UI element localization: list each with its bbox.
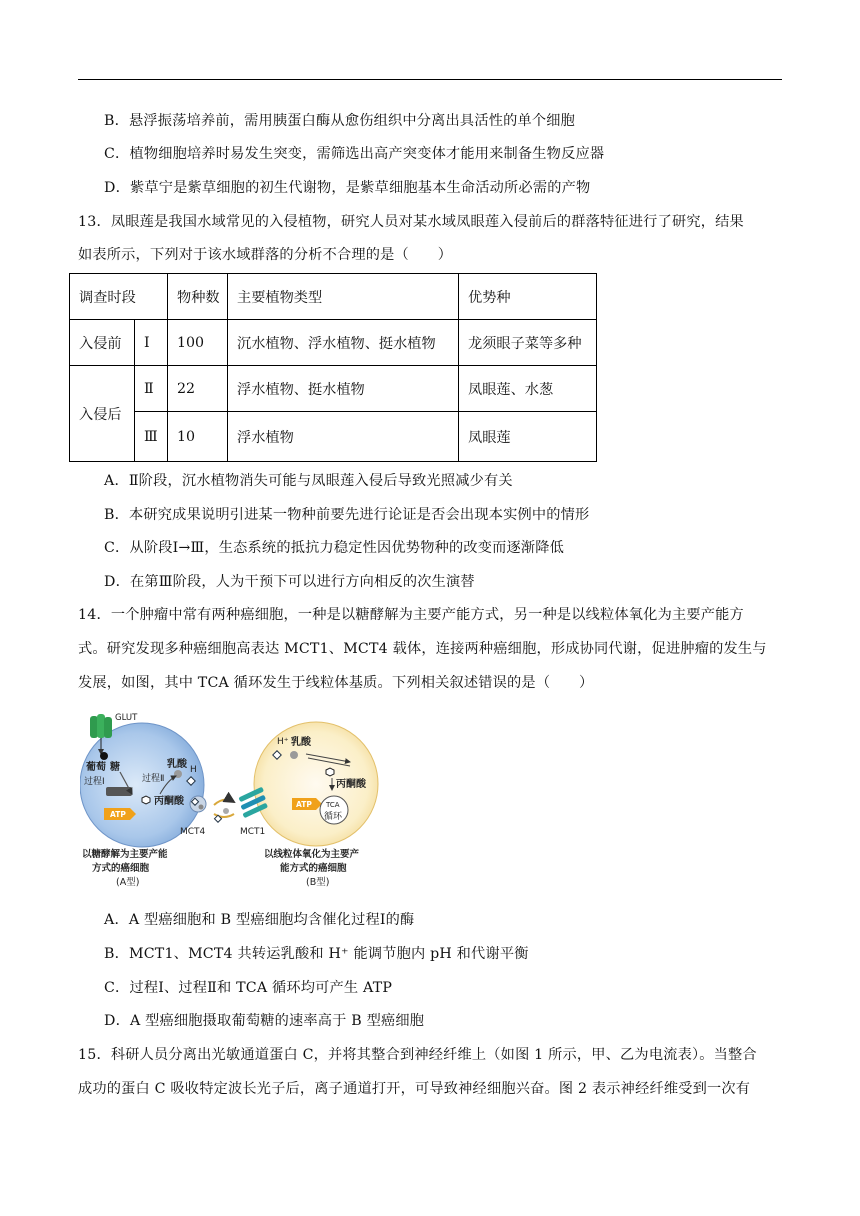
caption-b-line3: (B型) [306, 877, 330, 888]
pyruvate-a-label: 丙酮酸 [154, 796, 184, 807]
q15-stem-line1: 15．科研人员分离出光敏通道蛋白 C，并将其整合到神经纤维上（如图 1 所示，甲、乙为电流表）。当整合 [78, 1047, 757, 1063]
stage-cell: Ⅰ [135, 320, 168, 366]
atp-b-label: ATP [296, 800, 312, 809]
glut-transporter-icon [90, 714, 112, 738]
mct1-label: MCT1 [240, 827, 266, 837]
q14-option-d[interactable]: D．A 型癌细胞摄取葡萄糖的速率高于 B 型癌细胞 [104, 1013, 425, 1029]
caption-b-line1: 以线粒体氧化为主要产 [264, 849, 360, 860]
mct4-transporter-icon [190, 796, 206, 812]
q12-option-d[interactable]: D．紫草宁是紫草细胞的初生代谢物，是紫草细胞基本生命活动所必需的产物 [104, 180, 591, 196]
dominant-cell: 凤眼莲 [459, 412, 597, 462]
dominant-cell: 凤眼莲、水葱 [459, 366, 597, 412]
enzyme-box-icon [106, 787, 132, 796]
q14-option-a[interactable]: A．A 型癌细胞和 B 型癌细胞均含催化过程Ⅰ的酶 [104, 912, 415, 928]
q13-option-c[interactable]: C．从阶段Ⅰ→Ⅲ，生态系统的抵抗力稳定性因优势物种的改变而逐渐降低 [104, 540, 565, 556]
glucose-label-2: 糖 [110, 762, 120, 773]
lactate-b-label: 乳酸 [291, 737, 311, 748]
pyruvate-a-hex-icon [142, 796, 150, 804]
q14-option-c[interactable]: C．过程Ⅰ、过程Ⅱ和 TCA 循环均可产生 ATP [104, 980, 393, 996]
process1-label: 过程Ⅰ [84, 777, 105, 787]
pyruvate-b-label: 丙酮酸 [336, 779, 366, 790]
caption-a-line3: (A型) [116, 877, 140, 888]
period-before: 入侵前 [70, 320, 135, 366]
stage-cell: Ⅲ [135, 412, 168, 462]
caption-b-line2: 能方式的癌细胞 [280, 863, 347, 874]
dominant-cell: 龙须眼子菜等多种 [459, 320, 597, 366]
cycle-label: 循环 [324, 812, 343, 822]
q12-option-c[interactable]: C．植物细胞培养时易发生突变，需筛选出高产突变体才能用来制备生物反应器 [104, 146, 605, 162]
q14-option-b[interactable]: B．MCT1、MCT4 共转运乳酸和 H⁺ 能调节胞内 pH 和代谢平衡 [104, 946, 529, 962]
lactate-b-dot-icon [290, 751, 298, 759]
q13-table [69, 273, 597, 462]
lactate-a-label: 乳酸 [167, 759, 187, 770]
table-row [70, 412, 597, 462]
tca-label: TCA [326, 801, 340, 809]
q13-stem-line1: 13．凤眼莲是我国水域常见的入侵植物，研究人员对某水域凤眼莲入侵前后的群落特征进行了研究，结果 [78, 214, 744, 230]
header-rule [78, 79, 782, 80]
q14-metabolism-figure [80, 710, 390, 900]
q14-stem-line2: 式。研究发现多种癌细胞高表达 MCT1、MCT4 载体，连接两种癌细胞，形成协同代谢，促进肿瘤的发生与 [78, 641, 767, 657]
header-types: 主要植物类型 [228, 274, 459, 320]
glut-label: GLUT [115, 713, 138, 723]
h-b-label: H⁺ [277, 737, 289, 747]
q13-option-b[interactable]: B．本研究成果说明引进某一物种前要先进行论证是否会出现本实例中的情形 [104, 507, 590, 523]
table-row [70, 366, 597, 412]
types-cell: 沉水植物、浮水植物、挺水植物 [228, 320, 459, 366]
glucose-dot-icon [100, 752, 108, 760]
header-dominant: 优势种 [459, 274, 597, 320]
caption-a-line1: 以糖酵解为主要产能 [82, 849, 168, 860]
q13-option-a[interactable]: A．Ⅱ阶段，沉水植物消失可能与凤眼莲入侵后导致光照减少有关 [104, 473, 513, 489]
q13-option-d[interactable]: D．在第Ⅲ阶段，人为干预下可以进行方向相反的次生演替 [104, 574, 475, 590]
q12-option-b[interactable]: B．悬浮振荡培养前，需用胰蛋白酶从愈伤组织中分离出具活性的单个细胞 [104, 113, 576, 129]
table-row [70, 320, 597, 366]
stage-cell: Ⅱ [135, 366, 168, 412]
caption-a-line2: 方式的癌细胞 [92, 863, 150, 874]
h-a-label: H [190, 765, 197, 775]
mct4-label: MCT4 [180, 827, 206, 837]
species-cell: 10 [168, 412, 228, 462]
q15-stem-line2: 成功的蛋白 C 吸收特定波长光子后，离子通道打开，可导致神经细胞兴奋。图 2 表示神经纤维受到一次有 [78, 1081, 751, 1097]
q13-stem-line2: 如表所示，下列对于该水域群落的分析不合理的是（ ） [78, 247, 453, 263]
q14-stem-line1: 14．一个肿瘤中常有两种癌细胞，一种是以糖酵解为主要产能方式，另一种是以线粒体氧化为主要产能方 [78, 607, 744, 623]
atp-a-label: ATP [110, 810, 126, 819]
period-after: 入侵后 [70, 366, 135, 462]
header-period: 调查时段 [70, 274, 168, 320]
process2-label: 过程Ⅱ [142, 774, 165, 784]
glucose-label-1: 葡萄 [86, 762, 106, 773]
species-cell: 100 [168, 320, 228, 366]
types-cell: 浮水植物、挺水植物 [228, 366, 459, 412]
types-cell: 浮水植物 [228, 412, 459, 462]
header-species: 物种数 [168, 274, 228, 320]
species-cell: 22 [168, 366, 228, 412]
q14-stem-line3: 发展，如图，其中 TCA 循环发生于线粒体基质。下列相关叙述错误的是（ ） [78, 675, 594, 691]
pyruvate-b-hex-icon [326, 768, 334, 776]
table-header-row [70, 274, 597, 320]
